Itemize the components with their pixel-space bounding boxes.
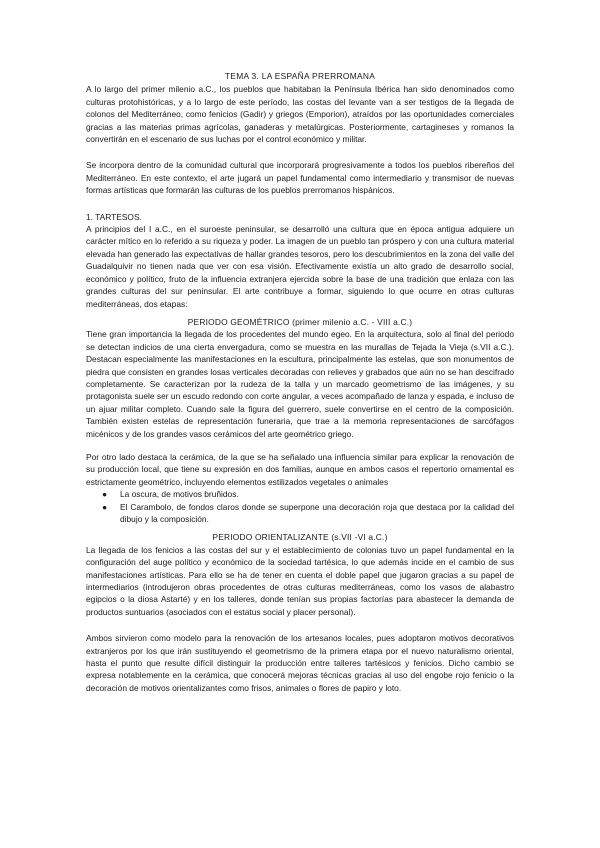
document-body <box>86 70 514 694</box>
list-item <box>86 488 514 500</box>
intro-paragraph-1: A lo largo del primer milenio a.C., los pueblos que habitaban la Península Ibérica han sido denominados como culturas protohistóricas, y a lo largo de este período, las costas del levante van a ser testigos de la llegada de colonos del Mediterráneo, como fenicios (Gadir) y griegos (Emporion), atraídos por las oportunidades comerciales gracias a las materias primas agrícolas, ganaderas y metalúrgicas. Posteriormente, cartagineses y romanos la convertirán en el escenario de sus luchas por el control económico y militar. <box>86 84 514 145</box>
period-orientalizing-heading: PERIODO ORIENTALIZANTE (s.VII -VI a.C.) <box>212 532 388 543</box>
bullet-icon: ● <box>102 501 108 512</box>
tartesos-paragraph: A principios del I a.C., en el suroeste peninsular, se desarrolló una cultura que en época antigua adquiere un carácter mítico en lo referido a su riqueza y poder. La imagen de un pueblo tan próspero y con una cultura material elevada han generado las expectativas de hallar grandes tesoros, pero los descubrimientos en la zona del valle del Guadalquivir no tienen nada que ver con esa visión. Efectivamente existía un alto grado de desarrollo social, económico y político, fruto de la influencia extranjera ejercida sobre la base de una tradición que enlaza con las grandes culturas del sur peninsular. El arte contribuye a formar, siguiendo lo que ocurre en otras culturas mediterráneas, dos etapas: <box>86 224 514 309</box>
list-item-text: La oscura, de motivos bruñidos. <box>120 489 239 500</box>
list-item <box>86 501 514 526</box>
ceramics-bullet-list <box>86 488 514 525</box>
bullet-icon: ● <box>102 489 108 500</box>
list-item-text: El Carambolo, de fondos claros donde se superpone una decoración roja que destaca por la calidad del dibujo y la composición. <box>120 501 514 524</box>
period-geometric-heading: PERIODO GEOMÉTRICO (primer milenio a.C. - VIII a.C.) <box>187 316 413 327</box>
geometric-paragraph-1: Tiene gran importancia la llegada de los procedentes del mundo egeo. En la arquitectura, solo al final del periodo se detectan indicios de una cierta envergadura, como se muestra en las murallas de Tejada la Vieja (s.VII a.C.). Destacan especialmente las manifestaciones en la escultura, principalmente las estelas, que son monumentos de piedra que consisten en grandes losas verticales decoradas con relieves y grabados que aún no se han descifrado completamente. Se caracterizan por la rudeza de la talla y un marcado geometrismo de las imágenes, y su protagonista suele ser un escudo redondo con corte angular, a veces acompañado de lanza y espada, e incluso de un ajuar militar completo. Cuando sale la figura del guerrero, suele convertirse en el centro de la composición. También existen estelas de representación funeraria, que trae a la memoria representaciones de sarcófagos micénicos y de los grandes vasos cerámicos del arte geométrico griego. <box>86 329 514 439</box>
orientalizing-paragraph-2: Ambos sirvieron como modelo para la renovación de los artesanos locales, pues adoptaron motivos decorativos extranjeros por los que irán sustituyendo el geometrismo de la primera etapa por el nuevo naturalismo oriental, hasta el punto que resulte difícil distinguir la producción entre talleres tartésicos y fenicios. Dicho cambio se expresa notablemente en la cerámica, que conocerá mejoras técnicas gracias al uso del engobe rojo fenicio o la decoración de motivos orientalizantes como frisos, animales o flores de papiro y loto. <box>86 633 514 693</box>
geometric-paragraph-2: Por otro lado destaca la cerámica, de la que se ha señalado una influencia similar para explicar la renovación de su producción local, que tiene su expresión en dos familias, aunque en ambos casos el repertorio ornamental es estrictamente geométrico, incluyendo elementos estilizados vegetales o animales <box>86 451 514 487</box>
intro-paragraph-2: Se incorpora dentro de la comunidad cultural que incorporará progresivamente a todos los pueblos ribereños del Mediterráneo. En este contexto, el arte jugará un papel fundamental como intermediario y transmisor de nuevas formas artísticas que formarán las culturas de los pueblos prerromanos hispánicos. <box>86 160 514 196</box>
section-heading-tartesos: 1. TARTESOS. <box>86 211 142 222</box>
document-title: TEMA 3. LA ESPAÑA PRERROMANA <box>224 71 376 81</box>
orientalizing-paragraph-1: La llegada de los fenicios a las costas del sur y el establecimiento de colonias tuvo un papel fundamental en la configuración del auge político y económico de la sociedad tartésica, lo que además incide en el cambio de sus manifestaciones artísticas. Para ello se ha de tener en cuenta el doble papel que jugaron gracias a su papel de intermediarios (introdujeron obras procedentes de otras culturas mediterráneas, como los vasos de alabastro egipcios o la diosa Astarté) y en los talleres, donde tenían sus propias factorías para abastecer la demanda de productos suntuarios (asociados con el estatus social y placer personal). <box>86 544 514 617</box>
